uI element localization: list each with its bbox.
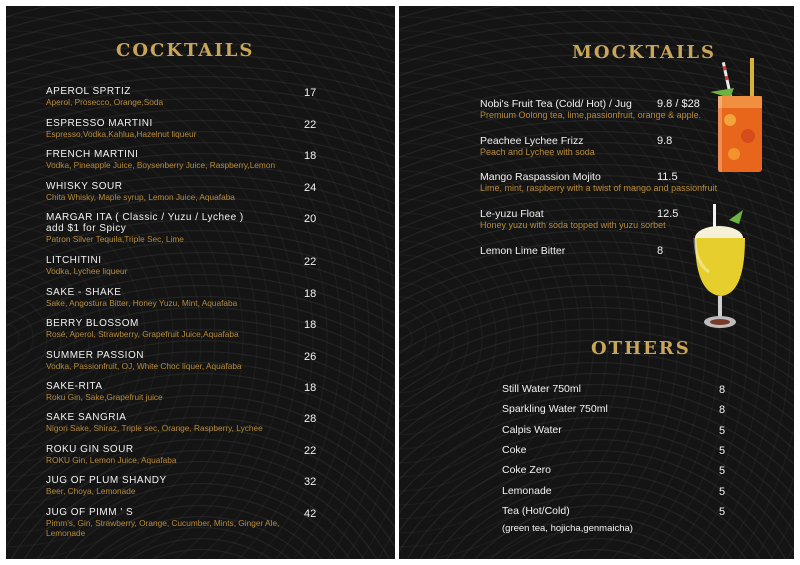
others-heading: OTHERS <box>591 338 691 359</box>
others-item-name: Sparkling Water 750ml <box>502 403 608 416</box>
others-item-price: 8 <box>719 384 726 396</box>
cocktail-description: Vodka, Passionfruit, OJ, White Choc liquer, Aquafaba <box>46 361 242 371</box>
cocktail-price: 32 <box>304 476 317 488</box>
cocktail-description: Nigori Sake, Shiraz, Triple sec, Orange, Raspberry, Lychee <box>46 423 263 433</box>
cocktail-item <box>46 350 242 371</box>
others-item-name: Tea (Hot/Cold) <box>502 504 570 517</box>
cocktails-page <box>6 6 395 559</box>
cocktail-name: MARGAR ITA ( Classic / Yuzu / Lychee ) <box>46 212 244 223</box>
others-item-price: 5 <box>719 465 726 478</box>
cocktail-name: WHISKY SOUR <box>46 181 123 192</box>
others-item-name: Coke Zero <box>502 464 552 477</box>
cocktail-price: 26 <box>304 351 317 363</box>
cocktail-item <box>46 181 235 202</box>
cocktail-item <box>46 412 263 433</box>
mocktail-description: Premium Oolong tea, lime,passionfruit, orange & apple. <box>480 110 702 120</box>
cocktail-price: 20 <box>304 213 317 225</box>
mocktail-description: Honey yuzu with soda topped with yuzu sorbet <box>480 220 666 230</box>
cocktail-name: SAKE SANGRIA <box>46 412 127 423</box>
others-item-price: 5 <box>719 424 726 437</box>
cocktail-description: Rosé, Aperol, Strawberry, Grapefruit Juice,Aquafaba <box>46 329 239 339</box>
mocktails-page <box>399 6 794 559</box>
mocktail-name: Peachee Lychee Frizz <box>480 135 584 147</box>
mocktail-name: Le-yuzu Float <box>480 208 544 220</box>
cocktail-item <box>46 318 239 339</box>
cocktail-name: BERRY BLOSSOM <box>46 318 139 329</box>
others-item-name: Calpis Water <box>502 423 562 436</box>
cocktail-name-extra: add $1 for Spicy <box>46 223 127 234</box>
cocktail-name: JUG OF PLUM SHANDY <box>46 475 167 486</box>
cocktail-description: Beer, Choya, Lemonade <box>46 486 136 496</box>
cocktail-item <box>46 507 279 538</box>
cocktail-item <box>46 255 127 276</box>
cocktail-name: ESPRESSO MARTINI <box>46 118 153 129</box>
cocktail-item <box>46 149 275 170</box>
others-item-price: 5 <box>719 505 726 518</box>
cocktail-name: ROKU GIN SOUR <box>46 444 134 455</box>
cocktail-price: 28 <box>304 413 317 425</box>
mocktail-price: 11.5 <box>657 171 678 183</box>
cocktail-description-extra: Lemonade <box>46 528 86 538</box>
cocktail-description: Vodka, Lychee liqueur <box>46 266 128 276</box>
yuzu-float-image <box>689 202 759 334</box>
mocktail-price: 12.5 <box>657 208 679 220</box>
cocktail-price: 22 <box>304 445 317 457</box>
cocktail-name: FRENCH MARTINI <box>46 149 139 160</box>
cocktail-price: 18 <box>304 288 317 300</box>
others-item-price: 5 <box>719 444 726 457</box>
mocktail-price: 9.8 / $28 <box>657 98 700 110</box>
cocktail-item <box>46 118 196 139</box>
cocktail-price: 18 <box>304 150 317 162</box>
cocktail-price: 22 <box>304 256 317 268</box>
cocktail-name: SUMMER PASSION <box>46 350 144 361</box>
cocktail-description: Patron Silver Tequila,Triple Sec, Lime <box>46 234 184 244</box>
mocktail-item <box>480 208 666 230</box>
cocktail-description: Chita Whisky, Maple syrup, Lemon Juice, Aquafaba <box>46 192 235 202</box>
cocktail-item <box>46 444 177 465</box>
cocktail-price: 42 <box>304 508 317 520</box>
mocktail-description: Lime, mint, raspberry with a twist of mango and passionfruit <box>480 183 718 193</box>
mocktail-description: Peach and Lychee with soda <box>480 147 595 157</box>
cocktail-item <box>46 212 244 244</box>
others-item-name: Coke <box>502 443 527 456</box>
mocktail-item <box>480 135 595 157</box>
cocktail-description: Vodka, Pineapple Juice, Boysenberry Juice, Raspberry,Lemon <box>46 160 276 170</box>
others-item-name: Still Water 750ml <box>502 383 581 395</box>
tea-options-note: (green tea, hojicha,genmaicha) <box>502 523 633 534</box>
cocktail-item <box>46 381 163 402</box>
cocktail-price: 24 <box>304 182 317 194</box>
mocktail-name: Mango Raspassion Mojito <box>480 171 601 183</box>
cocktail-name: LITCHITINI <box>46 255 102 266</box>
cocktail-price: 18 <box>304 382 317 394</box>
cocktail-name: JUG OF PIMM ' S <box>46 507 134 518</box>
cocktail-name: APEROL SPRTIZ <box>46 86 131 97</box>
others-item-name: Lemonade <box>502 484 552 497</box>
mocktail-name: Lemon Lime Bitter <box>480 245 566 257</box>
mocktail-price: 9.8 <box>657 135 673 147</box>
others-item-price: 5 <box>719 485 726 498</box>
cocktail-price: 22 <box>304 119 317 131</box>
others-item-price: 8 <box>719 404 726 417</box>
iced-fruit-tea-image <box>704 58 784 178</box>
cocktails-heading: COCKTAILS <box>116 40 255 61</box>
cocktail-item <box>46 287 237 308</box>
mocktail-item <box>480 171 717 193</box>
cocktail-price: 18 <box>304 319 317 331</box>
cocktail-name: SAKE-RITA <box>46 381 103 392</box>
cocktail-item <box>46 86 163 107</box>
cocktail-item <box>46 475 167 496</box>
mocktail-name: Nobi's Fruit Tea (Cold/ Hot) / Jug <box>480 98 632 110</box>
mocktail-item <box>480 245 565 257</box>
cocktail-description: Espresso,Vodka,Kahlua,Hazelnut liqueur <box>46 129 197 139</box>
cocktail-description: Aperol, Prosecco, Orange,Soda <box>46 97 164 107</box>
cocktail-description: Sake, Angostura Bitter, Honey Yuzu, Mint, Aquafaba <box>46 298 238 308</box>
mocktail-price: 8 <box>657 245 664 257</box>
mocktails-heading: MOCKTAILS <box>572 42 717 63</box>
cocktail-name: SAKE - SHAKE <box>46 287 122 298</box>
cocktail-price: 17 <box>304 87 317 99</box>
cocktail-description: Pimm's, Gin, Strawberry, Orange, Cucumber, Mints, Ginger Ale, <box>46 518 280 528</box>
cocktail-description: ROKU Gin, Lemon Juice, Aquafaba <box>46 455 177 465</box>
cocktail-description: Roku Gin, Sake,Grapefruit juice <box>46 392 163 402</box>
